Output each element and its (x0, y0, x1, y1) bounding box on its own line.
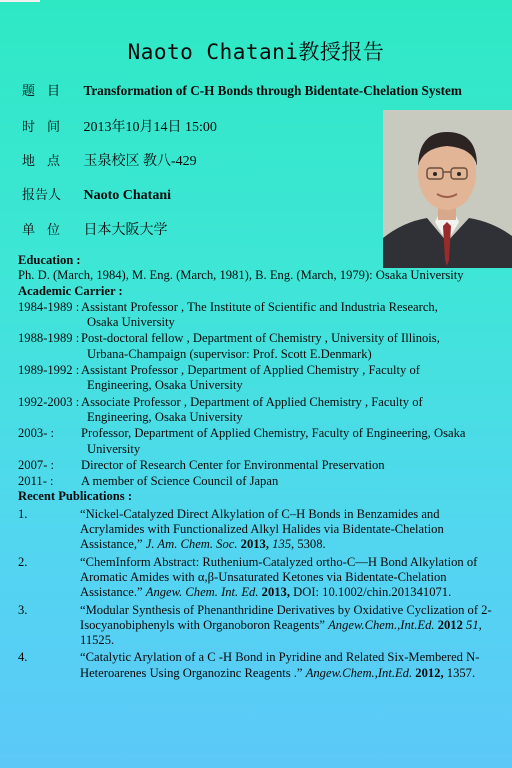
speaker-photo (383, 110, 512, 268)
publication-item (18, 603, 496, 649)
publication-pages: , 5308. (291, 537, 326, 552)
publication-year: 2013, (240, 537, 273, 552)
publication-volume: 51, (466, 617, 482, 632)
publication-journal: Angew. Chem. Int. Ed. (145, 585, 262, 600)
career-years: 1989-1992 : (18, 363, 80, 378)
publication-year: 2012, (415, 665, 447, 680)
publication-year: 2013, (261, 585, 294, 600)
publication-volume: 135 (272, 537, 292, 552)
top-edge-strip (0, 0, 40, 2)
publication-title: “ChemInform Abstract: Ruthenium-Catalyzed ortho-C—H Bond Alkylation of Aromatic Amides with α,β-Unsaturated Ketones via Bidentate-Chelation Assistance.” (80, 554, 478, 600)
career-years: 2007- : (18, 457, 55, 472)
publication-journal: J. Am. Chem. Soc. (145, 537, 241, 552)
topic-label: 题目 (22, 84, 73, 99)
career-line-continued: Osaka University (87, 315, 175, 330)
education-heading: Education : (18, 253, 81, 267)
publication-title: “Nickel-Catalyzed Direct Alkylation of C–H Bonds in Benzamides and Acrylamides with Functionalized Alkyl Halides via Bidentate-Chelation Assistance,” (80, 506, 444, 552)
publication-journal: Angew.Chem.,Int.Ed. (305, 665, 416, 680)
speaker-portrait-illustration (383, 110, 512, 268)
career-line-continued: University (87, 441, 141, 456)
career-line: A member of Science Council of Japan (81, 474, 279, 489)
career-text (81, 331, 496, 362)
publication-number: 2. (18, 554, 28, 569)
career-years: 2003- : (18, 426, 55, 441)
career-line: Professor, Department of Applied Chemistry, Faculty of Engineering, Osaka (81, 426, 466, 441)
time-label: 时间 (22, 120, 73, 135)
place-row (22, 150, 197, 170)
career-line: Director of Research Center for Environmental Preservation (81, 457, 385, 472)
career-line-continued: Engineering, Osaka University (87, 378, 243, 393)
career-text (81, 474, 496, 489)
career-text (81, 458, 496, 473)
career-years: 1984-1989 : (18, 299, 80, 314)
career-item (18, 474, 496, 489)
publication-list (18, 507, 496, 681)
publication-year: 2012 (437, 617, 467, 632)
career-item (18, 331, 496, 362)
publications-heading: Recent Publications : (18, 489, 133, 504)
career-item (18, 363, 496, 394)
career-line-continued: Engineering, Osaka University (87, 409, 243, 424)
speaker-row (22, 184, 171, 204)
career-years: 1992-2003 : (18, 394, 80, 409)
place-label: 地点 (22, 154, 73, 169)
publication-text (80, 555, 496, 601)
publication-item (18, 650, 496, 681)
career-years: 1988-1989 : (18, 331, 80, 346)
unit-row (22, 219, 168, 239)
publication-pages: 1357. (446, 665, 476, 680)
career-item (18, 395, 496, 426)
publication-number: 3. (18, 602, 28, 617)
career-heading: Academic Carrier : (18, 283, 123, 298)
career-text (81, 395, 496, 426)
career-text (81, 300, 496, 331)
publication-pages: DOI: 10.1002/chin.201341071. (293, 585, 452, 600)
publication-title: “Catalytic Arylation of a C -H Bond in Pyridine and Related Six-Membered N-Heteroarenes Using Organozinc Reagents .” (80, 650, 480, 680)
publication-journal: Angew.Chem.,Int.Ed. (328, 617, 438, 632)
publication-text (80, 507, 496, 553)
publication-text (80, 603, 496, 649)
career-item (18, 300, 496, 331)
topic-value: Transformation of C-H Bonds through Bidentate-Chelation System (83, 83, 462, 98)
publication-item (18, 507, 496, 553)
page-title: Naoto Chatani教授报告 (127, 40, 385, 64)
career-line: Assistant Professor , Department of Applied Chemistry , Faculty of (81, 363, 420, 378)
education-text: Ph. D. (March, 1984), M. Eng. (March, 1981), B. Eng. (March, 1979): Osaka University (18, 268, 464, 283)
topic-row (22, 80, 462, 100)
unit-value: 日本大阪大学 (83, 223, 168, 238)
speaker-label: 报告人 (22, 188, 62, 203)
publication-number: 1. (18, 506, 28, 521)
time-value: 2013年10月14日 15:00 (83, 120, 217, 135)
career-line: Assistant Professor , The Institute of Scientific and Industria Research, (81, 299, 438, 314)
career-list (18, 300, 496, 490)
speaker-value: Naoto Chatani (83, 188, 172, 203)
publication-number: 4. (18, 650, 28, 665)
career-item (18, 426, 496, 457)
content-body (18, 253, 496, 681)
time-row (22, 116, 217, 136)
place-value: 玉泉校区 教八-429 (83, 154, 197, 169)
career-line-continued: Urbana-Champaign (supervisor: Prof. Scott E.Denmark) (87, 346, 372, 361)
publication-item (18, 555, 496, 601)
publication-title: “Modular Synthesis of Phenanthridine Derivatives by Oxidative Cyclization of 2-Isocyanobiphenyls with Organoboron Reagents” (80, 602, 492, 632)
publication-text (80, 650, 496, 681)
unit-label: 单位 (22, 223, 73, 238)
career-text (81, 363, 496, 394)
career-years: 2011- : (18, 474, 54, 489)
career-line: Associate Professor , Department of Applied Chemistry , Faculty of (81, 394, 423, 409)
career-text (81, 426, 496, 457)
publication-pages: 11525. (80, 633, 115, 648)
career-line: Post-doctoral fellow , Department of Chemistry , University of Illinois, (81, 331, 440, 346)
career-item (18, 458, 496, 473)
